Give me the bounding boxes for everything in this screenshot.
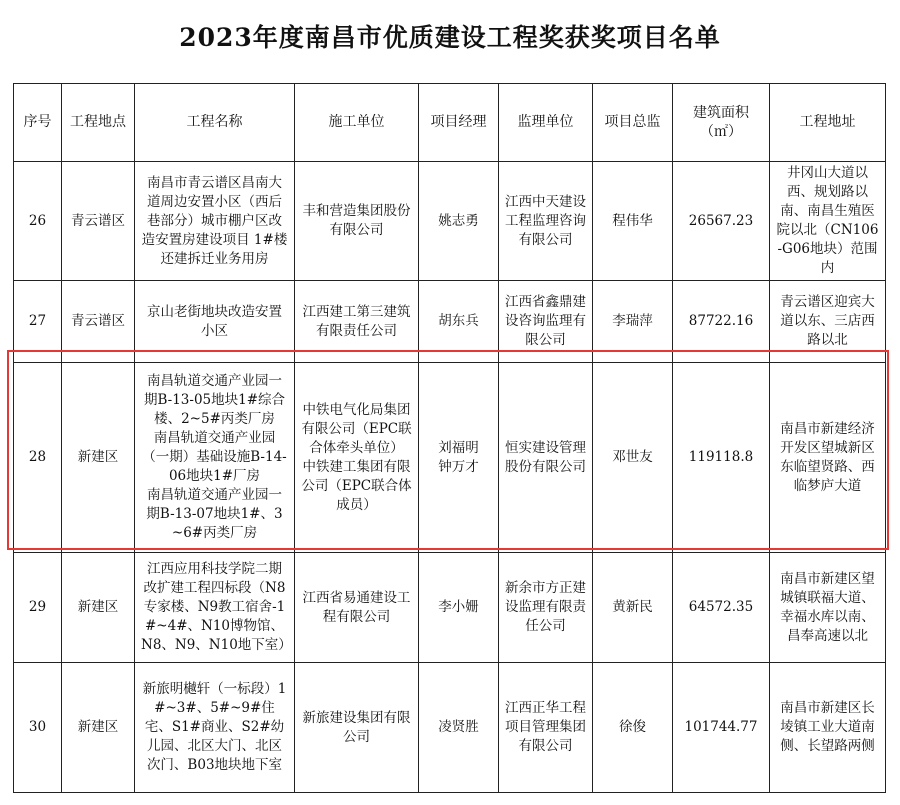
cell-area: 119118.8 (673, 363, 770, 553)
cell-name: 南昌轨道交通产业园一期B-13-05地块1#综合楼、2~5#丙类厂房 南昌轨道交通产业园（一期）基础设施B-14-06地块1#厂房 南昌轨道交通产业园一期B-13-07地块1#、3~6#丙类厂房 (135, 363, 295, 553)
cell-supervisor: 新余市方正建设监理有限责任公司 (499, 553, 593, 663)
cell-area: 26567.23 (673, 162, 770, 281)
cell-area: 64572.35 (673, 553, 770, 663)
header-contractor: 施工单位 (295, 84, 419, 162)
cell-no: 28 (14, 363, 62, 553)
cell-area: 87722.16 (673, 281, 770, 363)
table-row (14, 363, 886, 553)
header-manager: 项目经理 (419, 84, 499, 162)
page-title: 2023年度南昌市优质建设工程奖获奖项目名单 (179, 23, 721, 52)
cell-manager: 刘福明 钟万才 (419, 363, 499, 553)
cell-name: 京山老街地块改造安置小区 (135, 281, 295, 363)
header-supervisor: 监理单位 (499, 84, 593, 162)
cell-director: 李瑞萍 (593, 281, 673, 363)
cell-contractor: 江西建工第三建筑有限责任公司 (295, 281, 419, 363)
cell-address: 井冈山大道以西、规划路以南、南昌生殖医院以北（CN106-G06地块）范围内 (770, 162, 886, 281)
cell-manager: 凌贤胜 (419, 663, 499, 793)
header-row (14, 84, 886, 162)
cell-name: 新旅明樾轩（一标段）1#~3#、5#~9#住宅、S1#商业、S2#幼儿园、北区大门、北区次门、B03地块地下室 (135, 663, 295, 793)
cell-area: 101744.77 (673, 663, 770, 793)
cell-name: 南昌市青云谱区昌南大道周边安置小区（西后巷部分）城市棚户区改造安置房建设项目 1#楼还建拆迁业务用房 (135, 162, 295, 281)
cell-supervisor: 江西省鑫鼎建设咨询监理有限公司 (499, 281, 593, 363)
award-table (13, 83, 886, 793)
cell-location: 新建区 (62, 553, 135, 663)
cell-no: 27 (14, 281, 62, 363)
cell-location: 青云谱区 (62, 162, 135, 281)
header-area: 建筑面积（㎡） (673, 84, 770, 162)
cell-contractor: 丰和营造集团股份有限公司 (295, 162, 419, 281)
cell-no: 26 (14, 162, 62, 281)
table-row (14, 663, 886, 793)
cell-location: 新建区 (62, 663, 135, 793)
header-location: 工程地点 (62, 84, 135, 162)
cell-contractor: 江西省易通建设工程有限公司 (295, 553, 419, 663)
cell-location: 新建区 (62, 363, 135, 553)
cell-supervisor: 恒实建设管理股份有限公司 (499, 363, 593, 553)
cell-supervisor: 江西中天建设工程监理咨询有限公司 (499, 162, 593, 281)
header-address: 工程地址 (770, 84, 886, 162)
table-row (14, 162, 886, 281)
cell-address: 南昌市新建区长堎镇工业大道南侧、长望路两侧 (770, 663, 886, 793)
cell-no: 29 (14, 553, 62, 663)
cell-address: 南昌市新建经济开发区望城新区东临望贤路、西临梦庐大道 (770, 363, 886, 553)
table-row (14, 281, 886, 363)
cell-contractor: 新旅建设集团有限公司 (295, 663, 419, 793)
cell-director: 徐俊 (593, 663, 673, 793)
cell-address: 南昌市新建区望城镇联福大道、幸福水库以南、昌奉高速以北 (770, 553, 886, 663)
header-name: 工程名称 (135, 84, 295, 162)
header-no: 序号 (14, 84, 62, 162)
cell-director: 程伟华 (593, 162, 673, 281)
table-row (14, 553, 886, 663)
cell-address: 青云谱区迎宾大道以东、三店西路以北 (770, 281, 886, 363)
cell-name: 江西应用科技学院二期改扩建工程四标段（N8专家楼、N9教工宿舍-1#~4#、N10博物馆、N8、N9、N10地下室） (135, 553, 295, 663)
cell-contractor: 中铁电气化局集团有限公司（EPC联合体牵头单位） 中铁建工集团有限公司（EPC联合体成员） (295, 363, 419, 553)
header-director: 项目总监 (593, 84, 673, 162)
cell-manager: 姚志勇 (419, 162, 499, 281)
cell-manager: 胡东兵 (419, 281, 499, 363)
cell-director: 邓世友 (593, 363, 673, 553)
cell-director: 黄新民 (593, 553, 673, 663)
cell-manager: 李小姗 (419, 553, 499, 663)
cell-supervisor: 江西正华工程项目管理集团有限公司 (499, 663, 593, 793)
cell-no: 30 (14, 663, 62, 793)
cell-location: 青云谱区 (62, 281, 135, 363)
